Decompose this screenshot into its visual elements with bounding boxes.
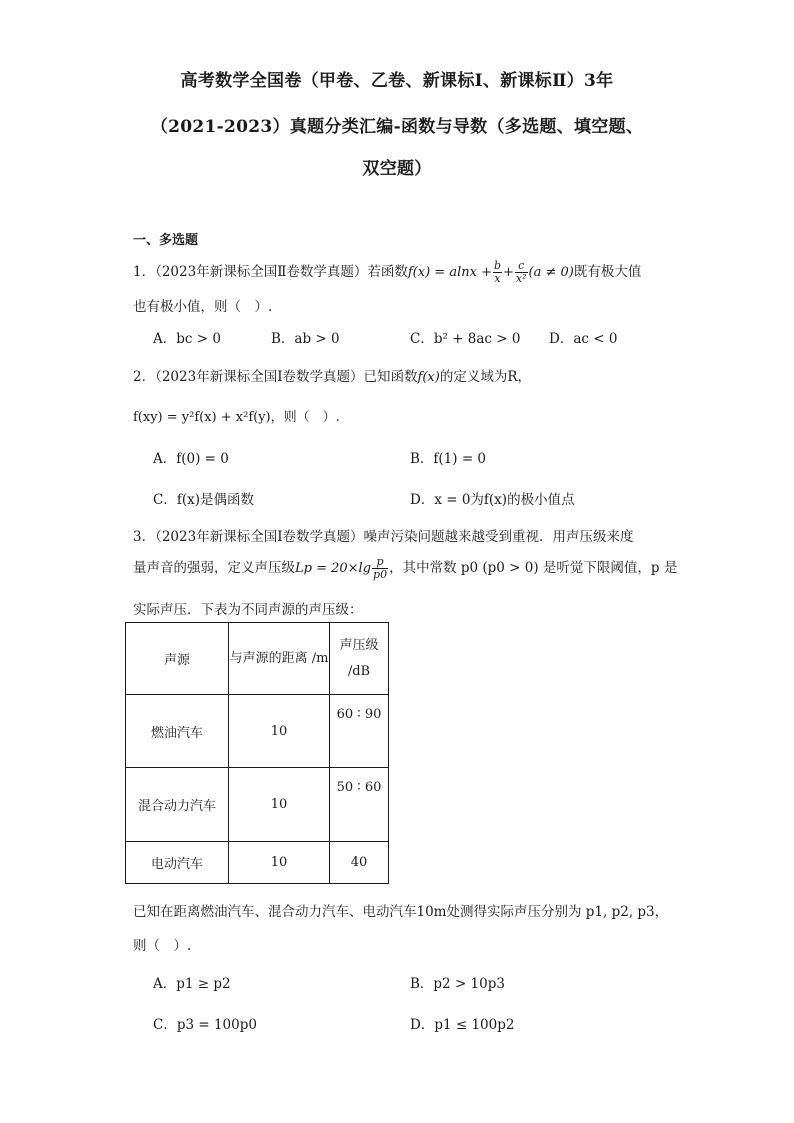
q2-stem-line-1 — [133, 365, 531, 385]
q3-option-d: D．p1 ≤ 100p2 — [410, 1017, 515, 1033]
section-heading-multi-choice: 一、多选题 — [133, 233, 199, 248]
sound-level-table — [125, 622, 389, 884]
q3-stem-line-1: 3．（2023年新课标全国Ⅰ卷数学真题）噪声污染问题越来越受到重视．用声压级来度 — [133, 529, 634, 545]
q3-frac-den: p0 — [373, 568, 388, 581]
q1-option-d: D．ac < 0 — [549, 331, 618, 347]
q1-frac2-den: x² — [515, 272, 527, 285]
q3-frac-num: p — [372, 556, 388, 569]
q3-option-b: B．p2 > 10p3 — [410, 976, 505, 992]
doc-title-line-2: （2021-2023）真题分类汇编-函数与导数（多选题、填空题、 — [150, 117, 644, 137]
q1-option-b: B．ab > 0 — [271, 331, 340, 347]
table-cell: 混合动力汽车 — [126, 768, 229, 842]
table-cell: 40 — [330, 842, 389, 884]
q2-option-b: B．f(1) = 0 — [410, 451, 487, 467]
q1-option-a: A．bc > 0 — [153, 331, 221, 347]
q1-frac2-num: c — [515, 260, 528, 273]
q3-option-a: A．p1 ≥ p2 — [153, 976, 231, 992]
q2-option-c: C．f(x)是偶函数 — [153, 492, 254, 508]
q2-option-a: A．f(0) = 0 — [153, 451, 229, 467]
q3-formula: Lp = 20×lg — [295, 561, 372, 576]
table-header-cell: 与声源的距离 /m — [229, 623, 330, 695]
q3-line2-prefix: 量声音的强弱，定义声压级 — [133, 560, 295, 576]
table-cell: 10 — [229, 695, 330, 768]
q1-option-c: C．b² + 8ac > 0 — [410, 331, 521, 347]
q1-frac1-num: b — [493, 259, 502, 272]
table-cell: 电动汽车 — [126, 842, 229, 884]
q3-stem-line-2 — [133, 556, 677, 581]
table-header-row — [126, 623, 389, 695]
doc-title-line-3: 双空题） — [362, 159, 432, 179]
table-cell: 燃油汽车 — [126, 695, 229, 768]
q2-fx: f(x) — [417, 370, 440, 385]
table-cell: 10 — [229, 768, 330, 842]
q3-option-c: C．p3 = 100p0 — [153, 1017, 257, 1033]
q3-after-line-1: 已知在距离燃油汽车、混合动力汽车、电动汽车10m处测得实际声压分别为 p1, p2, p3， — [133, 904, 669, 920]
table-cell: 50 ∶ 60 — [330, 768, 389, 842]
q2-prefix: 2．（2023年新课标全国Ⅰ卷数学真题）已知函数 — [133, 369, 418, 385]
q2-option-d: D．x = 0为f(x)的极小值点 — [410, 492, 575, 508]
table-cell: 60 ∶ 90 — [330, 695, 389, 768]
table-header-cell: 声源 — [126, 623, 229, 695]
q3-line2-suffix: ，其中常数 p0 (p0 > 0) 是听觉下限阈值，p 是 — [389, 560, 678, 576]
table-row — [126, 842, 389, 884]
table-row — [126, 768, 389, 842]
doc-title-line-1: 高考数学全国卷（甲卷、乙卷、新课标Ⅰ、新课标Ⅱ）3年 — [180, 71, 614, 91]
q2-suffix: 的定义域为R， — [439, 369, 531, 385]
q1-line-2: 也有极小值，则（ ）. — [133, 299, 273, 315]
q3-stem-line-3: 实际声压．下表为不同声源的声压级： — [133, 602, 363, 618]
q1-prefix: 1．（2023年新课标全国Ⅱ卷数学真题）若函数 — [133, 264, 408, 280]
q1-frac-b-x — [493, 260, 502, 285]
q1-frac-c-x2 — [515, 260, 528, 285]
q1-stem: 1．（2023年新课标全国Ⅱ卷数学真题）若函数f(x) = alnx + $\frac{b}{x}$ + $\frac{c}{\text{x²}}$ (a ≠ 0)既有极大值 — [133, 259, 642, 285]
q1-func: f(x) = alnx + — [407, 265, 492, 280]
q3-after-line-2: 则（ ）. — [133, 938, 192, 954]
table-cell: 10 — [229, 842, 330, 884]
table-row — [126, 695, 389, 768]
q1-suffix: 既有极大值 — [573, 264, 642, 280]
q1-cond: (a ≠ 0) — [528, 265, 574, 280]
q2-stem-line-2: f(xy) = y²f(x) + x²f(y)，则（ ）. — [133, 410, 340, 425]
q1-frac1-den: x — [494, 272, 501, 285]
q3-frac-p-p0 — [372, 556, 388, 581]
table-header-cell: 声压级 /dB — [330, 623, 389, 695]
